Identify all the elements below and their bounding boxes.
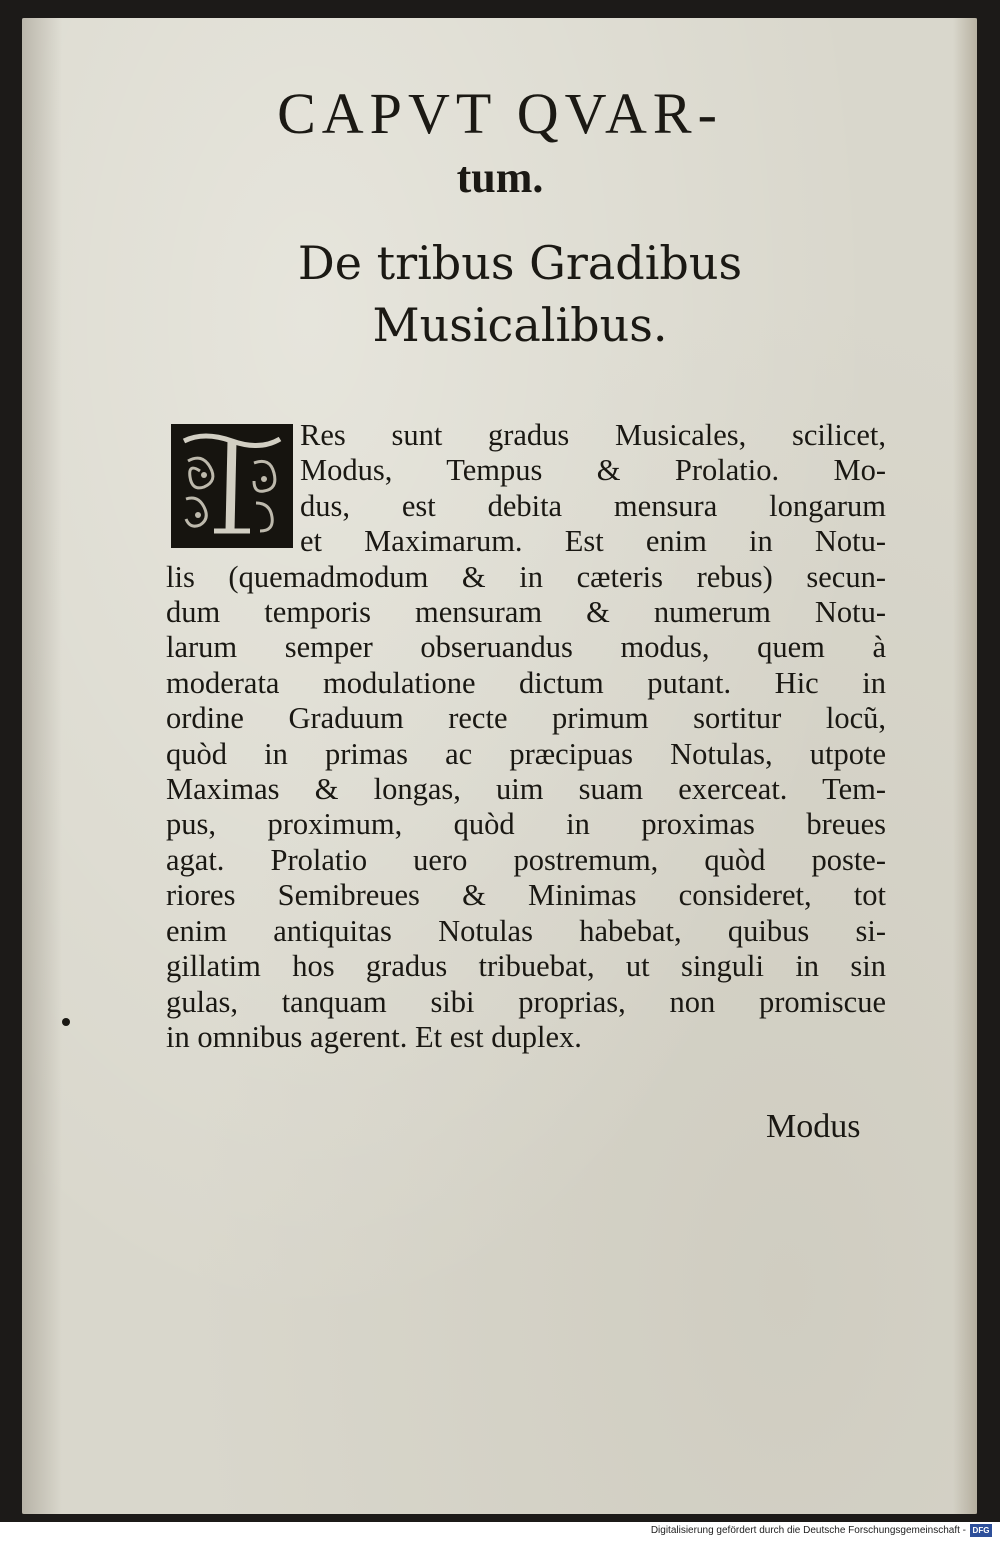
- decorated-initial-icon: [171, 424, 293, 548]
- text-line: ordine Graduum recte primum sortitur locũ,: [166, 701, 886, 736]
- chapter-subtitle: [0, 232, 1000, 356]
- text-line: moderata modulatione dictum putant. Hic in: [166, 665, 886, 700]
- text-line: dus, est debita mensura longarum: [300, 488, 886, 523]
- text-line: gillatim hos gradus tribuebat, ut singuli in sin: [166, 949, 886, 984]
- catchword: Modus: [766, 1108, 861, 1145]
- text-line: Maximas & longas, uim suam exerceat. Tem-: [166, 772, 886, 807]
- digitization-credit: Digitalisierung gefördert durch die Deutsche Forschungsgemeinschaft -: [650, 1525, 966, 1536]
- text-line: in omnibus agerent. Et est duplex.: [166, 1019, 582, 1054]
- text-line: Res sunt gradus Musicales, scilicet,: [300, 418, 886, 452]
- text-line: riores Semibreues & Minimas consideret, tot: [166, 878, 886, 913]
- text-line: dum temporis mensuram & numerum Notu-: [166, 595, 886, 630]
- subtitle-line-1: De tribus Gradibus: [297, 236, 743, 290]
- text-line: enim antiquitas Notulas habebat, quibus si-: [166, 913, 886, 948]
- text-line: lis (quemadmodum & in cæteris rebus) secun-: [166, 559, 886, 594]
- text-line: Modus, Tempus & Prolatio. Mo-: [300, 453, 886, 488]
- dfg-logo-icon: DFG: [970, 1524, 992, 1537]
- text-line: gulas, tanquam sibi proprias, non promiscue: [166, 984, 886, 1019]
- subtitle-line-2: Musicalibus.: [372, 298, 668, 352]
- text-line: quòd in primas ac præcipuas Notulas, utpote: [166, 736, 886, 771]
- text-line: pus, proximum, quòd in proximas breues: [166, 807, 886, 842]
- chapter-title: CAPVT QVAR-: [277, 81, 723, 146]
- ink-spot: [62, 1018, 70, 1026]
- chapter-title-continuation: tum.: [456, 153, 544, 202]
- text-line: agat. Prolatio uero postremum, quòd poste-: [166, 842, 886, 877]
- text-line: et Maximarum. Est enim in Notu-: [300, 524, 886, 559]
- text-line: larum semper obseruandus modus, quem à: [166, 630, 886, 665]
